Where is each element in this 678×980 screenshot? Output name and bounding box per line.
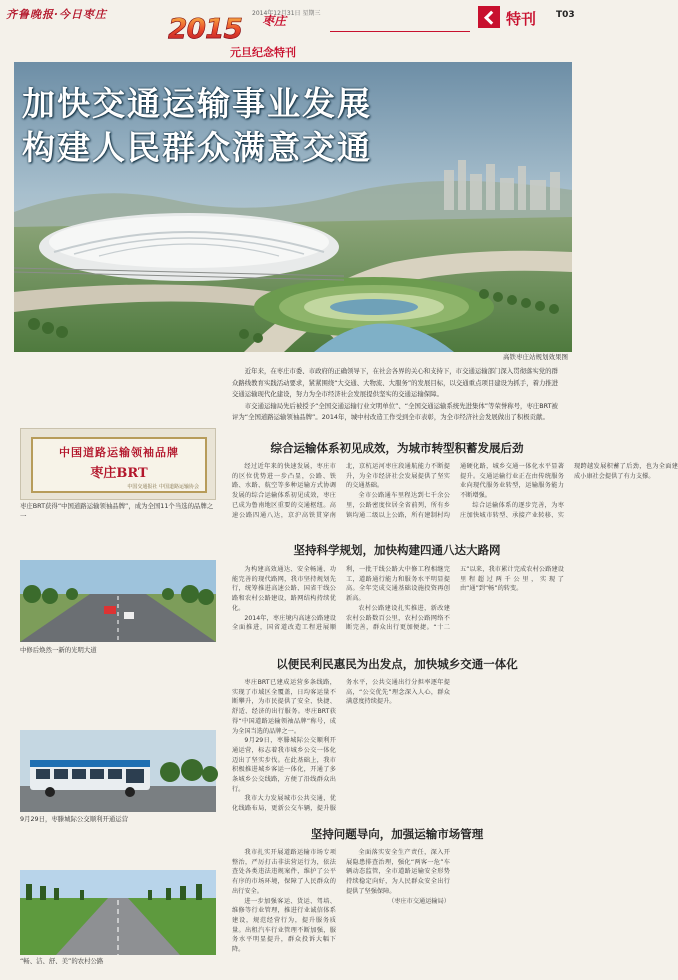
body-paragraph: 枣庄BRT已建成运营多条线路，实现了市域区全覆盖，日均客运量不断攀升，为市民提供了安全、快捷、舒适、经济的出行服务。枣庄BRT获得“中国道路运输领袖品牌”称号，成为全国当选的品牌之一。 (232, 679, 336, 735)
section-heading: 综合运输体系初见成效，为城市转型积蓄发展后劲 (270, 441, 524, 455)
section-arrow-icon (478, 6, 500, 28)
masthead (0, 0, 580, 60)
photo-caption: “畅、洁、舒、美”的农村公路 (20, 957, 104, 965)
award-sign-brand: 枣庄BRT (90, 466, 148, 481)
intercity-bus-photo (20, 730, 216, 812)
edition-label: 元旦纪念特刊 (230, 46, 296, 59)
page-number: T03 (556, 10, 575, 20)
section-body (232, 848, 564, 972)
body-paragraph: 进一步加强客运、货运、驾培、维修等行业管理，推进行业诚信体系建设，规范经营行为，提升服务质量。出租汽车行业管理不断加强，服务水平明显提升，群众投诉大幅下降。 (232, 897, 336, 954)
body-paragraph: 我市大力发展城市公共交通，优化线路布局，更新公交车辆，提升服务水平，公共交通出行分担率逐年提高，“公交优先”理念深入人心，群众满意度持续提升。 (232, 679, 450, 813)
photo-caption: 枣庄BRT获得“中国道路运输领袖品牌”，成为全国11个当选的品牌之一 (20, 502, 214, 520)
section-body (232, 565, 564, 633)
article-credit: （枣庄市交通运输局） (388, 897, 450, 905)
logo-2015: 2015 (168, 12, 242, 45)
publication-date: 2014年12月31日 星期三 (252, 10, 321, 17)
hero-caption: 高铁枣庄站规划效果图 (503, 353, 568, 361)
section-heading: 坚持问题导向，加强运输市场管理 (310, 827, 484, 841)
intro-paragraph: 近年来，在枣庄市委、市政府的正确领导下，在社会各界的关心和支持下，市交通运输部门深入贯彻落实党的群众路线教育实践活动要求，紧紧围绕“大交通、大物流、大服务”的发展目标，以交通重点项目建设为抓手，着力推进交通运输现代化建设，努力为全市经济社会发展提供坚实的交通运输保障。 (232, 367, 559, 398)
boulevard-photo (20, 560, 216, 642)
headline-line-2: 构建人民群众满意交通 (22, 128, 372, 167)
section-body (232, 678, 564, 814)
body-paragraph: 为构建高效通达、安全畅通、功能完善的现代路网，我市坚持规划先行，统筹推进高速公路、国省干线公路和农村公路建设，路网结构持续优化。 (232, 566, 336, 612)
award-sign-title: 中国道路运输领袖品牌 (59, 446, 179, 459)
body-paragraph: 经过近年来的快速发展，枣庄市的区位优势进一步凸显，公路、铁路、水路、航空等多种运输方式协调发展的综合运输体系初见成效，枣庄已成为鲁南地区重要的交通枢纽。高速公路四通八达，京沪高铁贯穿南北，京杭运河枣庄段通航能力不断提升，为全市经济社会发展提供了坚实的交通基础。 (232, 463, 450, 519)
body-paragraph: 全市公路通车里程达到七千余公里，公路密度位居全省前列，所有乡镇均通二级以上公路，所有建制村均通硬化路，城乡交通一体化水平显著提升。交通运输行业正在由传统服务业向现代服务业转型，运输服务能力不断增强。 (346, 463, 564, 519)
photo-caption: 9月29日，枣滕城际公交顺利开通运营 (20, 815, 129, 823)
section-heading: 以便民利民惠民为出发点，加快城乡交通一体化 (276, 657, 518, 671)
intro-text (232, 366, 564, 424)
photo-caption: 中修后焕然一新的光明大道 (20, 646, 97, 654)
section-label: 特刊 (506, 10, 537, 28)
intro-paragraph: 市交通运输局先后被授予“全国交通运输行业文明单位”、“全国交通运输系统先进集体”等荣誉称号，枣庄BRT被评为“全国道路运输领袖品牌”。2014年，城中村改造工作受到全市表彰，为全市经济社会发展做出了积极贡献。 (232, 401, 558, 421)
logo-zaozhuang: 枣庄 (262, 14, 287, 28)
body-paragraph: 全面落实安全生产责任，深入开展隐患排查治理，强化“两客一危”车辆动态监管，全市道路运输安全形势持续稳定向好，为人民群众安全出行提供了坚强保障。 (346, 849, 450, 895)
award-sign-issuer: 中国交通报社 中国道路运输协会 (127, 484, 199, 490)
body-paragraph: 我市扎实开展道路运输市场专项整治，严厉打击非法营运行为，依法查处各类违法违规案件，维护了公平有序的市场环境，保障了人民群众的出行安全。 (232, 849, 336, 895)
section-body (232, 462, 678, 528)
body-paragraph: 综合运输体系的逐步完善，为枣庄加快城市转型、承接产业转移、实现跨越发展积蓄了后劲，也为全面建成小康社会提供了有力支撑。 (460, 463, 678, 519)
paper-name: 齐鲁晚报·今日枣庄 (6, 8, 107, 21)
brt-award-photo (20, 428, 216, 500)
main-headline (22, 82, 372, 170)
body-paragraph: 9月29日，枣滕城际公交顺利开通运营，标志着我市城乡公交一体化迈出了坚实步伐。在此基础上，我市积极推进城乡客运一体化，开通了多条城乡公交线路，方便了沿线群众出行。 (232, 737, 336, 793)
body-paragraph: 2014年，枣庄境内高速公路建设全面推进，国省道改造工程进展顺利，一批干线公路大中修工程相继完工，道路通行能力和服务水平明显提高。全年完成交通基础设施投资再创新高。 (232, 566, 450, 632)
body-paragraph: 农村公路建设扎实推进，新改建农村公路数百公里，农村公路网络不断完善，群众出行更加便捷。“十二五”以来，我市累计完成农村公路建设里程超过两千公里，实现了由“通”到“畅”的转变。 (346, 566, 564, 632)
award-sign (31, 437, 207, 493)
rural-road-photo (20, 870, 216, 955)
headline-line-1: 加快交通运输事业发展 (22, 84, 372, 123)
section-heading: 坚持科学规划，加快构建四通八达大路网 (293, 543, 501, 557)
masthead-rule (330, 31, 470, 32)
